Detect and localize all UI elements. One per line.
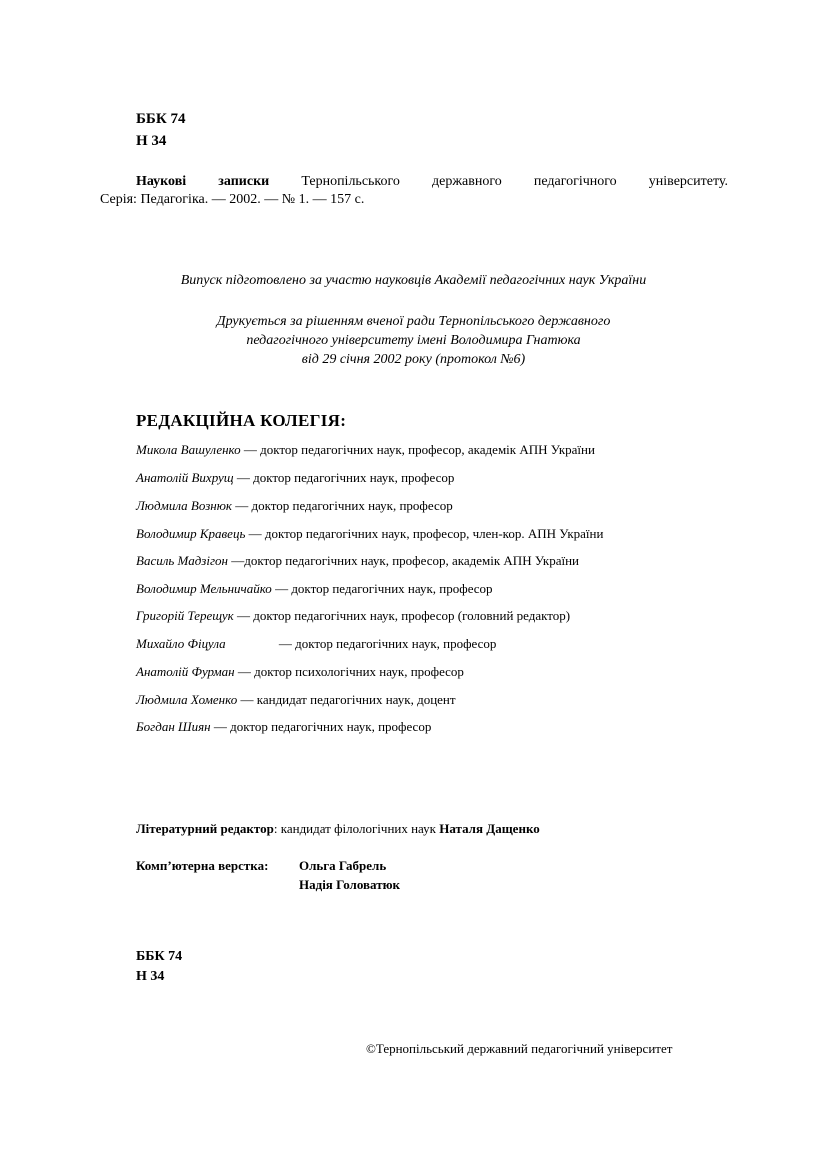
title-rest: Тернопільського державного педагогічного університету. <box>301 174 728 189</box>
board-heading: РЕДАКЦІЙНА КОЛЕГІЯ: <box>136 411 347 430</box>
prepared-note: Випуск підготовлено за участю науковців Академії педагогічних наук України <box>180 273 647 288</box>
board-member: Людмила Хоменко — кандидат педагогічних наук, доцент <box>136 692 456 707</box>
board-member: Анатолій Фурман — доктор психологічних наук, професор <box>136 664 464 679</box>
title-line-2: Серія: Педагогіка. — 2002. — № 1. — 157 с. <box>100 192 365 207</box>
board-member: Василь Мадзігон —доктор педагогічних наук, професор, академік АПН України <box>136 553 580 568</box>
bbk-index-bottom: Н 34 <box>136 969 165 984</box>
printed-note-line-3: від 29 січня 2002 року (протокол №6) <box>301 352 526 367</box>
layout-credit: Комп’ютерна верстка: <box>136 858 269 873</box>
board-member: Микола Вашуленко — доктор педагогічних наук, професор, академік АПН України <box>136 442 595 457</box>
printed-note-line-2: педагогічного університету імені Володимира Гнатюка <box>246 333 581 348</box>
board-member: Володимир Кравець — доктор педагогічних наук, професор, член-кор. АПН України <box>136 526 604 541</box>
bbk-index-top: Н 34 <box>136 133 167 149</box>
board-member: Людмила Вознюк — доктор педагогічних наук, професор <box>136 498 453 513</box>
layout-name-1: Ольга Габрель <box>299 858 387 873</box>
layout-name-2: Надія Головатюк <box>299 877 401 892</box>
board-member: Анатолій Вихрущ — доктор педагогічних наук, професор <box>136 470 455 485</box>
publication-title <box>136 171 728 193</box>
bbk-code-top: ББК 74 <box>136 111 186 127</box>
title-bold: Наукові записки <box>136 174 270 189</box>
board-member: Григорій Терещук — доктор педагогічних наук, професор (головний редактор) <box>136 608 571 623</box>
copyright: ©Тернопільський державний педагогічний університет <box>366 1041 673 1056</box>
board-member: Богдан Шиян — доктор педагогічних наук, професор <box>136 719 432 734</box>
board-member: Володимир Мельничайко — доктор педагогічних наук, професор <box>136 581 493 596</box>
printed-note-line-1: Друкується за рішенням вченої ради Тернопільського державного <box>216 314 611 329</box>
board-member: Михайло Фіцула — доктор педагогічних наук, професор <box>136 636 497 651</box>
bbk-code-bottom: ББК 74 <box>136 949 183 964</box>
title-line-1 <box>136 171 728 193</box>
literary-editor: Літературний редактор: кандидат філологічних наук Наталя Дащенко <box>136 821 540 836</box>
